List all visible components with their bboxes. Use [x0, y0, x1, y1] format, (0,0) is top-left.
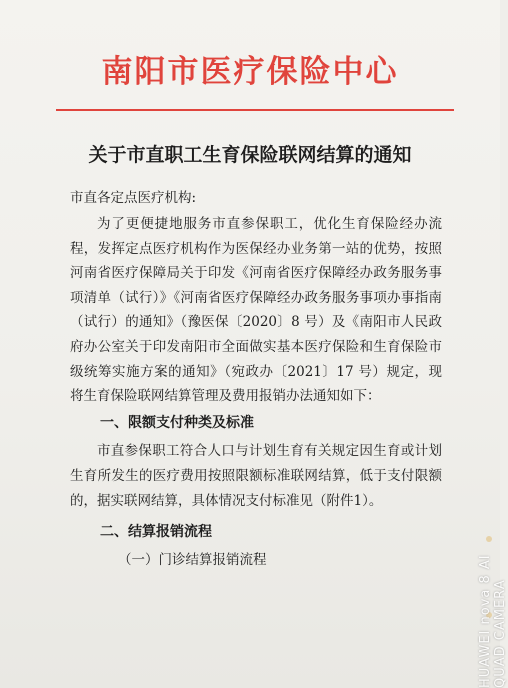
notice-title: 关于市直职工生育保险联网结算的通知 — [88, 144, 412, 166]
letterhead-divider — [56, 109, 454, 111]
section-2-heading: 二、结算报销流程 — [100, 523, 212, 540]
paragraph-intro: 为了更便捷地服务市直参保职工，优化生育保险经办流程，发挥定点医疗机构作为医保经办业务第一站的优势，按照河南省医疗保障局关于印发《河南省医疗保障经办政务服务事项清单（试行）》《河南省医疗保障经办政务服务事项办事指南（试行）的通知》（豫医保〔2020〕8 号）及《南阳市人民政府办公室关于印发南阳市全面做实基本医疗保险和生育保险市级统筹实施方案的通知》（宛政办〔2021〕17 号）规定，现将生育保险联网结算管理及费用报销办法通知如下： — [70, 216, 442, 405]
org-letterhead: 南阳市医疗保险中心 — [101, 54, 399, 90]
paragraph-limits: 市直参保职工符合人口与计划生育有关规定因生育或计划生育所发生的医疗费用按照限额标准联网结算，低于支付限额的，据实联网结算，具体情况支付标准见（附件1）。 — [70, 442, 442, 509]
salutation: 市直各定点医疗机构: — [70, 190, 197, 206]
camera-watermark-dot — [486, 536, 492, 542]
subsection-heading: （一）门诊结算报销流程 — [118, 551, 267, 568]
notice-body — [70, 187, 442, 572]
camera-watermark: HUAWEI nova 8 AI QUAD CAMERA — [478, 554, 508, 688]
section-1-heading: 一、限额支付种类及标准 — [100, 414, 254, 431]
